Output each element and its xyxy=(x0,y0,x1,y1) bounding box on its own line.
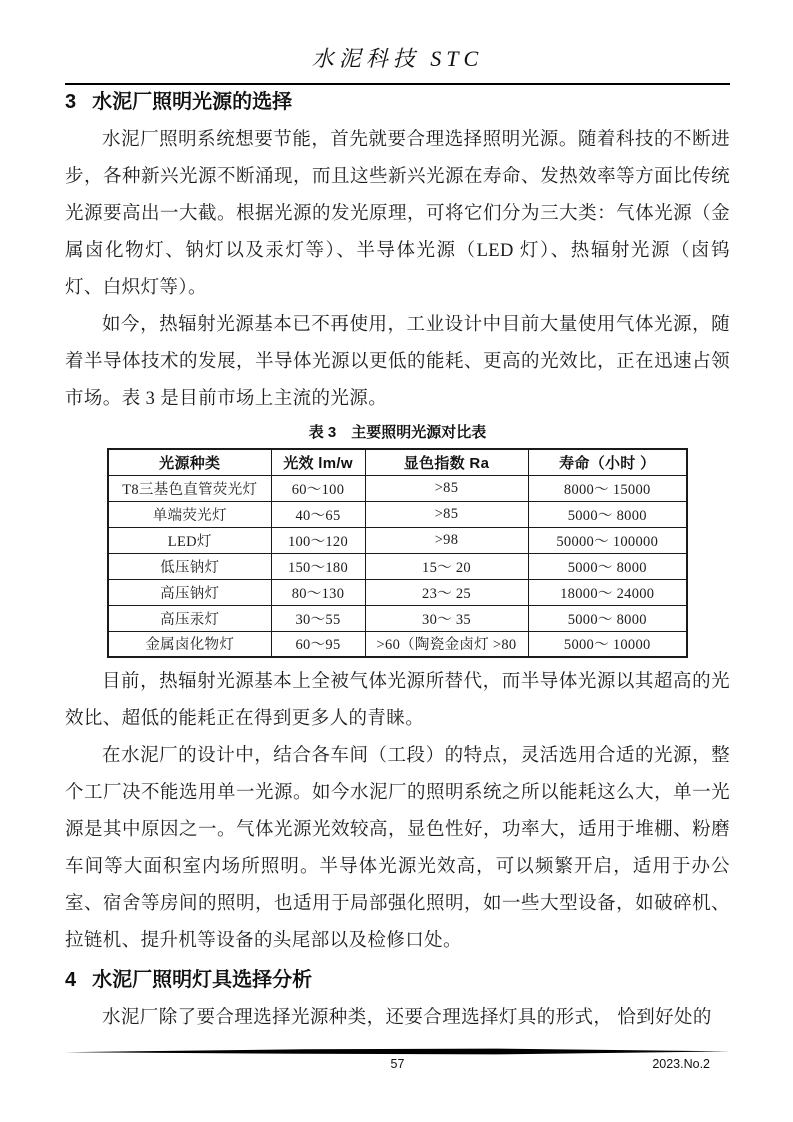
paragraph-1: 水泥厂照明系统想要节能，首先就要合理选择照明光源。随着科技的不断进步，各种新兴光源不断涌现，而且这些新兴光源在寿命、发热效率等方面比传统光源要高出一大截。根据光源的发光原理，可将它们分为三大类：气体光源（金属卤化物灯、钠灯以及汞灯等）、半导体光源（LED 灯）、热辐射光源（卤钨灯、白炽灯等）。 xyxy=(65,130,730,298)
table-row xyxy=(108,579,687,605)
table-cell: 60～100 xyxy=(271,475,365,501)
paragraph-2: 如今，热辐射光源基本已不再使用，工业设计中目前大量使用气体光源，随着半导体技术的发展，半导体光源以更低的能耗、更高的光效比，正在迅速占领市场。表 3 是目前市场上主流的光源。 xyxy=(65,315,730,409)
table-cell: 18000～ 24000 xyxy=(528,579,687,605)
table-cell: T8三基色直管荧光灯 xyxy=(108,475,271,501)
table-cell: >85 xyxy=(365,501,528,527)
paragraph-4: 在水泥厂的设计中，结合各车间（工段）的特点，灵活选用合适的光源，整个工厂决不能选用单一光源。如今水泥厂的照明系统之所以能耗这么大，单一光源是其中原因之一。气体光源光效较高，显色性好，功率大，适用于堆棚、粉磨车间等大面积室内场所照明。半导体光源光效高，可以频繁开启，适用于办公室、宿舍等房间的照明，也适用于局部强化照明，如一些大型设备，如破碎机、拉链机、提升机等设备的头尾部以及检修口处。 xyxy=(65,746,730,951)
table-cell: 50000～ 100000 xyxy=(528,527,687,553)
section-3-title: 水泥厂照明光源的选择 xyxy=(92,91,293,113)
table-cell: 80～130 xyxy=(271,579,365,605)
table-caption: 表 3 主要照明光源对比表 xyxy=(308,424,487,441)
section-4-heading xyxy=(65,968,730,992)
table-header-row xyxy=(108,449,687,475)
footer-texts xyxy=(65,1056,730,1073)
table-row xyxy=(108,631,687,657)
table-cell: 40～65 xyxy=(271,501,365,527)
table-cell: >60（陶瓷金卤灯 >80 xyxy=(365,631,528,657)
table-cell: 金属卤化物灯 xyxy=(108,631,271,657)
table-cell: 30～ 35 xyxy=(365,605,528,631)
footer-rule xyxy=(65,1048,730,1056)
table-row xyxy=(108,501,687,527)
table-cell: 5000～ 8000 xyxy=(528,501,687,527)
section-4-title: 水泥厂照明灯具选择分析 xyxy=(92,969,313,991)
table-cell: 23～ 25 xyxy=(365,579,528,605)
header-rule xyxy=(65,83,730,85)
page-footer xyxy=(65,1048,730,1073)
table-cell: LED灯 xyxy=(108,527,271,553)
section-4-number: 4 xyxy=(65,969,77,991)
table-cell: 8000～ 15000 xyxy=(528,475,687,501)
column-header: 光源种类 xyxy=(108,449,271,475)
table-cell: 5000～ 10000 xyxy=(528,631,687,657)
table-row xyxy=(108,527,687,553)
table-cell: 100～120 xyxy=(271,527,365,553)
table-cell: 5000～ 8000 xyxy=(528,605,687,631)
column-header: 光效 lm/w xyxy=(271,449,365,475)
table-cell: 低压钠灯 xyxy=(108,553,271,579)
table-cell: 150～180 xyxy=(271,553,365,579)
table-row xyxy=(108,475,687,501)
column-header: 显色指数 Ra xyxy=(365,449,528,475)
table-cell: 5000～ 8000 xyxy=(528,553,687,579)
column-header: 寿命（小时 ） xyxy=(528,449,687,475)
table-cell: >85 xyxy=(365,475,528,501)
page-number: 57 xyxy=(390,1057,405,1071)
table-cell: 单端荧光灯 xyxy=(108,501,271,527)
issue-number: 2023.No.2 xyxy=(652,1057,710,1071)
paragraph-5: 水泥厂除了要合理选择光源种类，还要合理选择灯具的形式， 恰到好处的 xyxy=(102,1008,712,1028)
light-source-comparison-table xyxy=(107,448,688,658)
paragraph-3: 目前，热辐射光源基本上全被气体光源所替代，而半导体光源以其超高的光效比、超低的能耗正在得到更多人的青睐。 xyxy=(65,672,730,729)
table-row xyxy=(108,605,687,631)
table-row xyxy=(108,553,687,579)
section-3-number: 3 xyxy=(65,91,77,113)
table-cell: 30～55 xyxy=(271,605,365,631)
table-cell: 60～95 xyxy=(271,631,365,657)
journal-title: 水泥科技 STC xyxy=(311,46,484,71)
table-cell: 15～ 20 xyxy=(365,553,528,579)
section-3-heading xyxy=(65,90,730,114)
table-cell: 高压汞灯 xyxy=(108,605,271,631)
table-cell: 高压钠灯 xyxy=(108,579,271,605)
table-cell: >98 xyxy=(365,527,528,553)
